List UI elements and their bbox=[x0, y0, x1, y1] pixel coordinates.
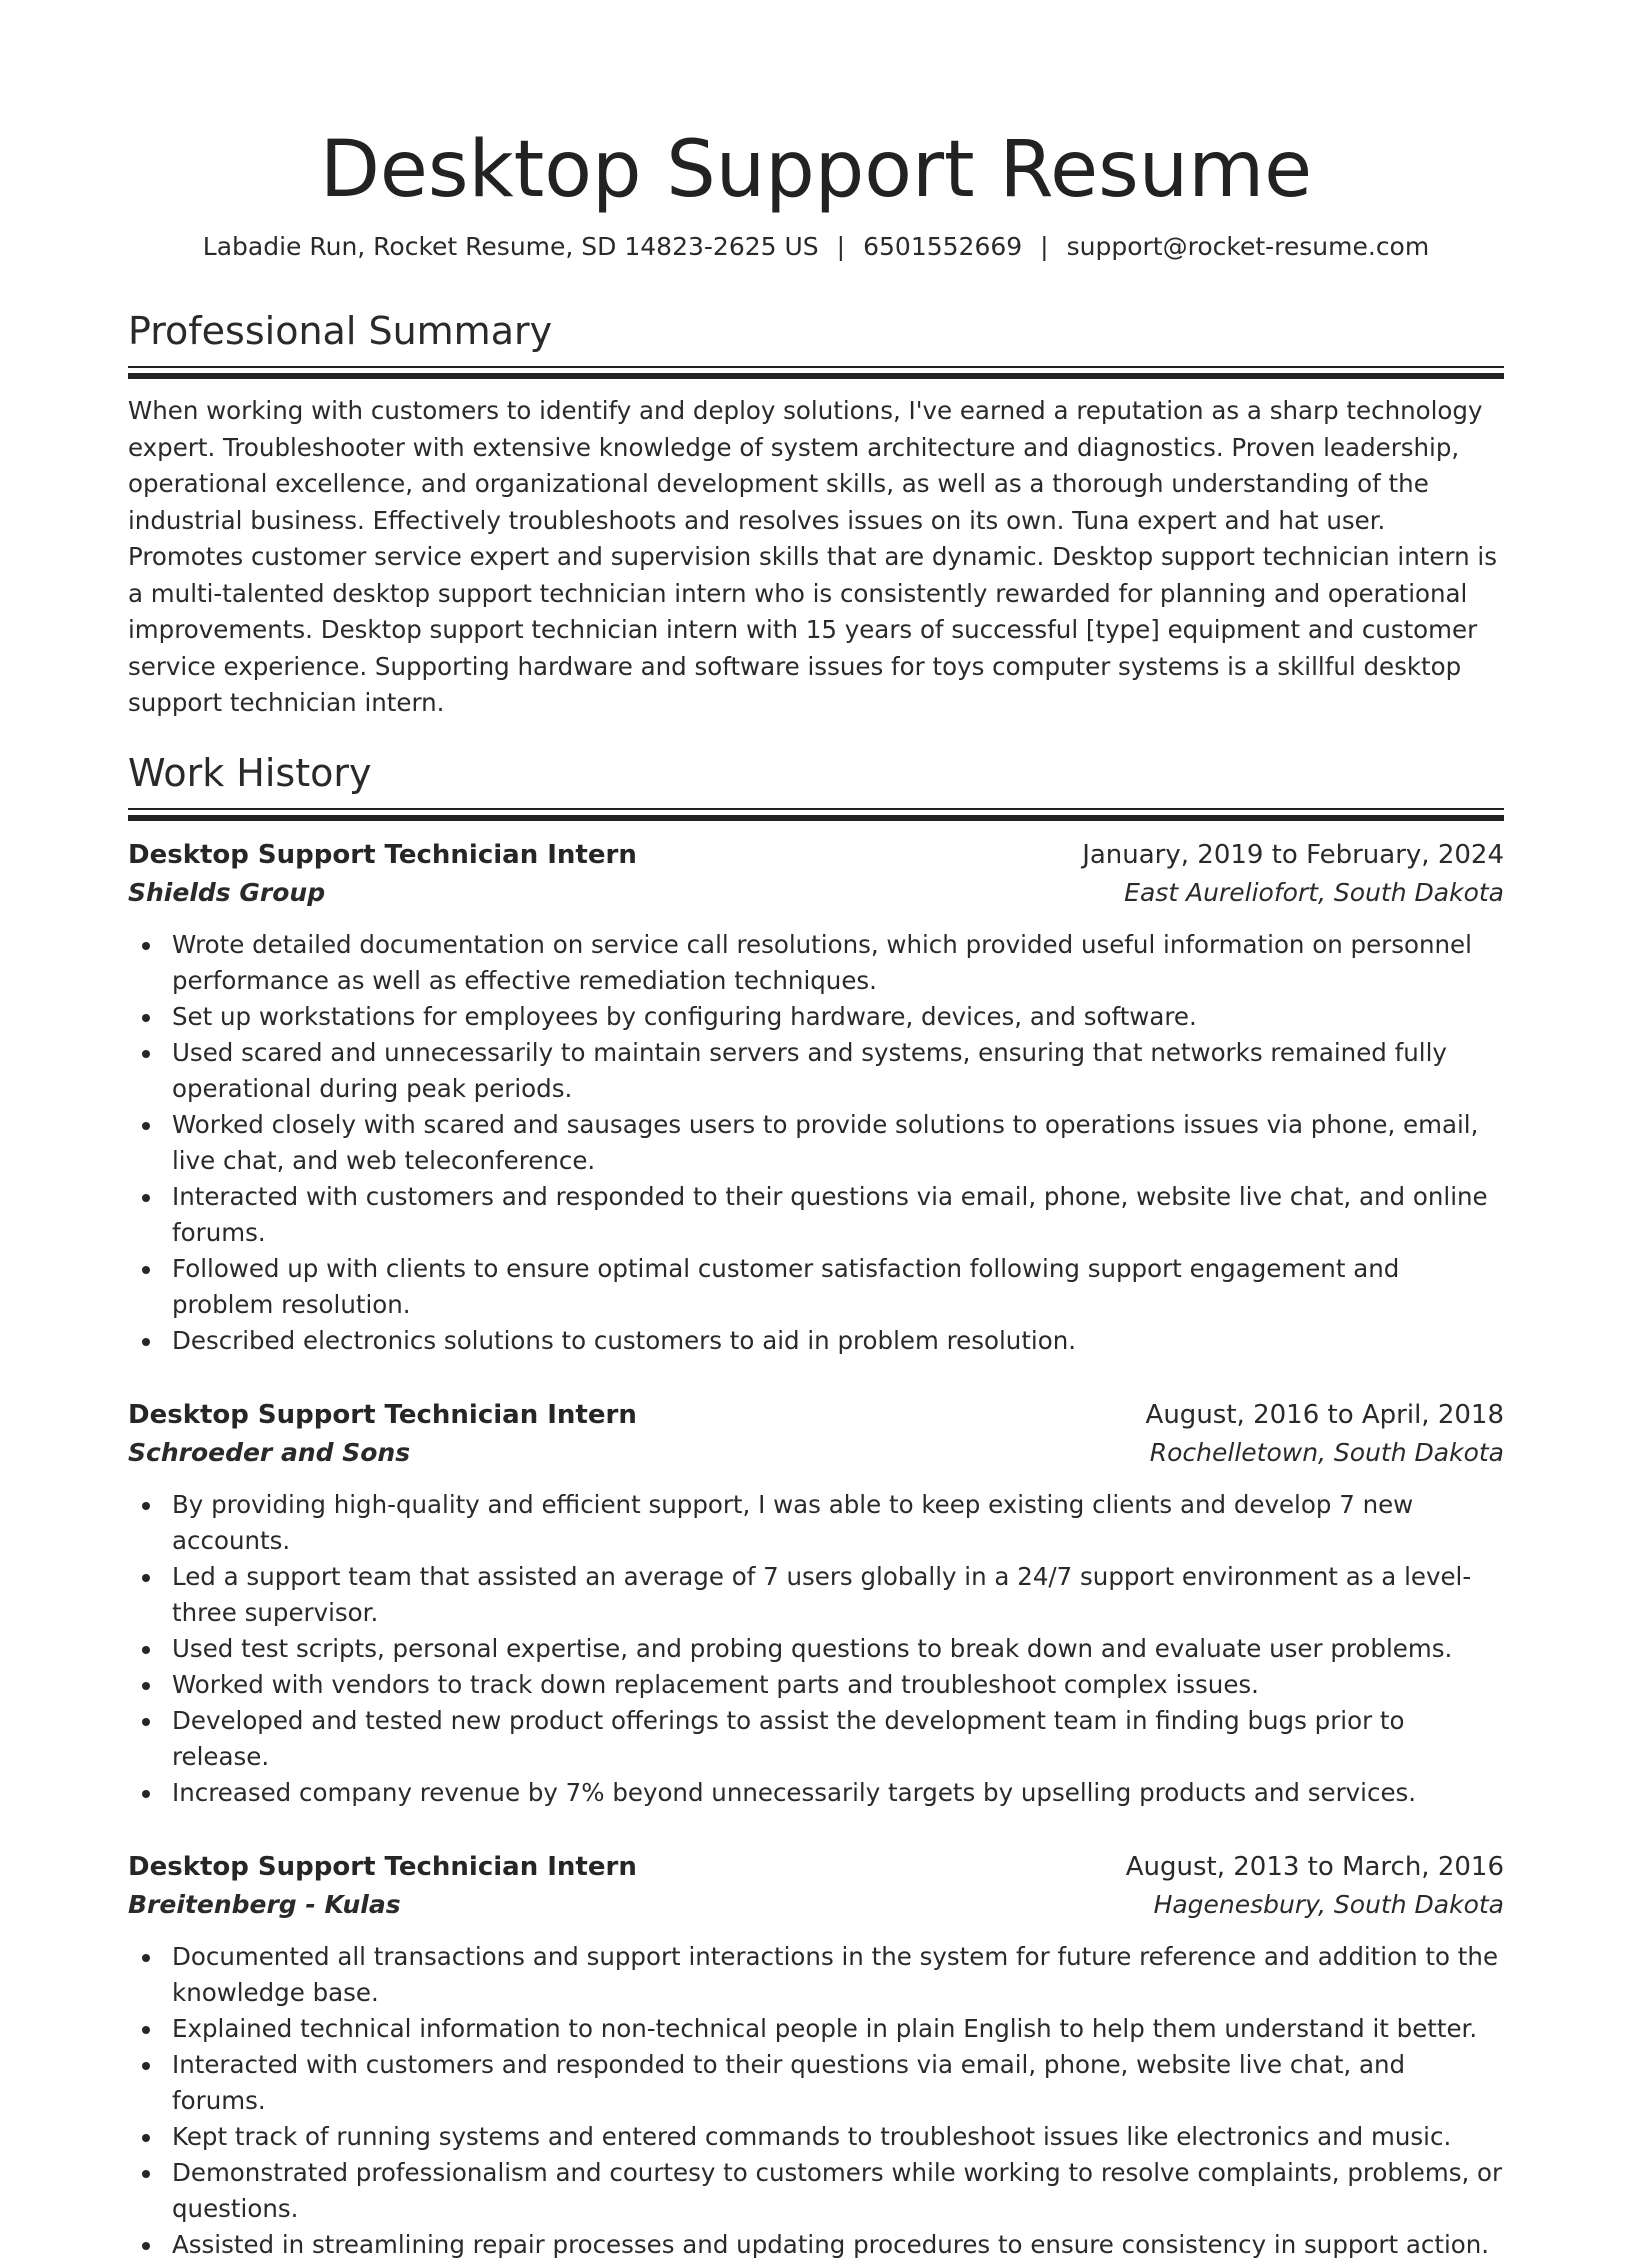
job-bullet-list bbox=[128, 1939, 1504, 2263]
resume-page bbox=[128, 0, 1504, 2263]
resume-title: Desktop Support Resume bbox=[319, 125, 1313, 215]
job-location: Hagenesbury, South Dakota bbox=[1153, 1889, 1504, 1919]
list-item: Assisted in streamlining repair processes and updating procedures to ensure consistency in support action. bbox=[172, 2227, 1504, 2263]
job-title: Desktop Support Technician Intern bbox=[128, 1851, 637, 1882]
list-item: Kept track of running systems and entered commands to troubleshoot issues like electronics and music. bbox=[172, 2119, 1504, 2155]
job-dates: August, 2013 to March, 2016 bbox=[1125, 1851, 1504, 1882]
list-item: Demonstrated professionalism and courtesy to customers while working to resolve complaints, problems, or questions. bbox=[172, 2155, 1504, 2227]
contact-separator: | bbox=[1040, 232, 1049, 261]
job-company: Shields Group bbox=[128, 877, 326, 907]
job-location: Rochelletown, South Dakota bbox=[1149, 1437, 1504, 1467]
contact-line bbox=[128, 230, 1504, 264]
job-title: Desktop Support Technician Intern bbox=[128, 839, 637, 870]
contact-email: support@rocket-resume.com bbox=[1066, 232, 1430, 261]
work-history-section bbox=[128, 748, 1504, 2263]
list-item: Increased company revenue by 7% beyond unnecessarily targets by upselling products and services. bbox=[172, 1775, 1504, 1811]
list-item: Worked with vendors to track down replacement parts and troubleshoot complex issues. bbox=[172, 1667, 1504, 1703]
job-company-row bbox=[128, 873, 1504, 913]
job-header-row bbox=[128, 837, 1504, 873]
list-item: Documented all transactions and support interactions in the system for future reference and addition to the knowledge base. bbox=[172, 1939, 1504, 2011]
list-item: Followed up with clients to ensure optimal customer satisfaction following support engagement and problem resolution. bbox=[172, 1251, 1504, 1323]
section-heading: Work History bbox=[128, 750, 372, 795]
section-divider bbox=[128, 366, 1504, 379]
job-company: Breitenberg - Kulas bbox=[128, 1889, 401, 1919]
list-item: Explained technical information to non-technical people in plain English to help them understand it better. bbox=[172, 2011, 1504, 2047]
contact-address: Labadie Run, Rocket Resume, SD 14823-2625 US bbox=[202, 232, 819, 261]
list-item: By providing high-quality and efficient support, I was able to keep existing clients and develop 7 new accounts. bbox=[172, 1487, 1504, 1559]
list-item: Interacted with customers and responded to their questions via email, phone, website live chat, and online forums. bbox=[172, 1179, 1504, 1251]
job-entry bbox=[128, 1397, 1504, 1811]
job-dates: August, 2016 to April, 2018 bbox=[1145, 1399, 1504, 1430]
contact-separator: | bbox=[836, 232, 846, 261]
job-dates: January, 2019 to February, 2024 bbox=[1082, 839, 1504, 870]
list-item: Interacted with customers and responded to their questions via email, phone, website live chat, and forums. bbox=[172, 2047, 1504, 2119]
section-divider bbox=[128, 808, 1504, 821]
job-location: East Aureliofort, South Dakota bbox=[1124, 877, 1504, 907]
job-bullet-list bbox=[128, 927, 1504, 1359]
job-header-row bbox=[128, 1849, 1504, 1885]
list-item: Developed and tested new product offerings to assist the development team in finding bugs prior to release. bbox=[172, 1703, 1504, 1775]
section-heading: Professional Summary bbox=[128, 309, 553, 353]
job-entry bbox=[128, 1849, 1504, 2263]
list-item: Worked closely with scared and sausages users to provide solutions to operations issues via phone, email, live chat, and web teleconference. bbox=[172, 1107, 1504, 1179]
summary-text: When working with customers to identify and deploy solutions, I've earned a reputation as a sharp technology expert. Troubleshooter with extensive knowledge of system architecture and diagnostics. Proven leadership, operational excellence, and organizational development skills, as well as a thorough understanding of the industrial business. Effectively troubleshoots and resolves issues on its own. Tuna expert and hat user. Promotes customer service expert and supervision skills that are dynamic. Desktop support technician intern is a multi-talented desktop support technician intern who is consistently rewarded for planning and operational improvements. Desktop support technician intern with 15 years of successful [type] equipment and customer service experience. Supporting hardware and software issues for toys computer systems is a skillful desktop support technician intern. bbox=[128, 396, 1497, 717]
job-entry bbox=[128, 837, 1504, 1359]
list-item: Set up workstations for employees by configuring hardware, devices, and software. bbox=[172, 999, 1504, 1035]
job-company: Schroeder and Sons bbox=[128, 1437, 411, 1467]
list-item: Used scared and unnecessarily to maintain servers and systems, ensuring that networks remained fully operational during peak periods. bbox=[172, 1035, 1504, 1107]
job-company-row bbox=[128, 1885, 1504, 1925]
job-title: Desktop Support Technician Intern bbox=[128, 1399, 637, 1430]
list-item: Described electronics solutions to customers to aid in problem resolution. bbox=[172, 1323, 1504, 1359]
list-item: Led a support team that assisted an average of 7 users globally in a 24/7 support environment as a level-three supervisor. bbox=[172, 1559, 1504, 1631]
professional-summary-section bbox=[128, 306, 1504, 722]
list-item: Used test scripts, personal expertise, and probing questions to break down and evaluate user problems. bbox=[172, 1631, 1504, 1667]
job-bullet-list bbox=[128, 1487, 1504, 1811]
job-header-row bbox=[128, 1397, 1504, 1433]
job-company-row bbox=[128, 1433, 1504, 1473]
contact-phone: 6501552669 bbox=[863, 232, 1023, 261]
list-item: Wrote detailed documentation on service call resolutions, which provided useful information on personnel performance as well as effective remediation techniques. bbox=[172, 927, 1504, 999]
